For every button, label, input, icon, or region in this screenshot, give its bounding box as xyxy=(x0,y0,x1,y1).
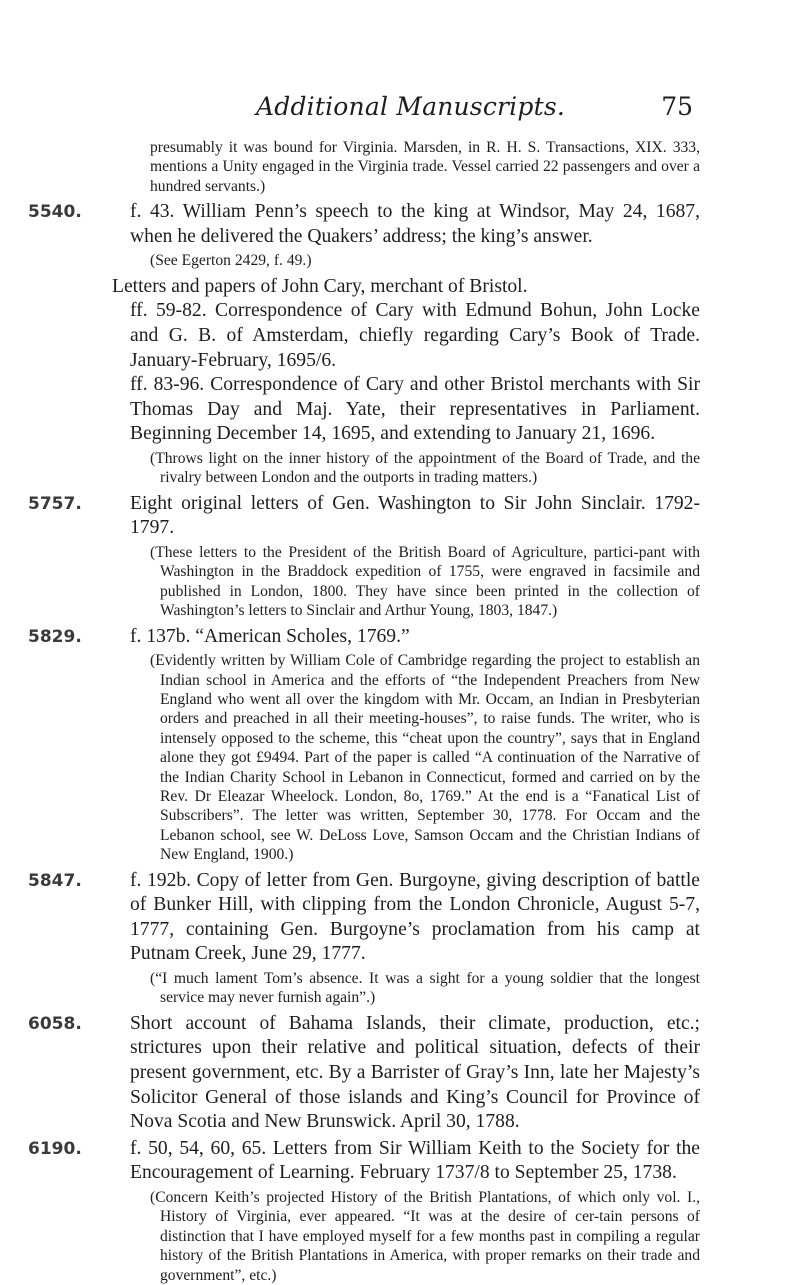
entry-text: f. 43. William Penn’s speech to the king at Windsor, May 24, 1687, when he delivered the Quakers’ address; the king’s answer. xyxy=(130,201,700,247)
catalog-entry xyxy=(28,625,700,650)
entry-text: Eight original letters of Gen. Washington to Sir John Sinclair. 1792-1797. xyxy=(130,492,700,539)
catalog-entry xyxy=(28,1012,700,1135)
page-body xyxy=(0,138,800,1285)
entry-text: f. 137b. “American Scholes, 1769.” xyxy=(130,625,410,647)
catalog-entry xyxy=(28,1137,700,1186)
entry-number: 5540. xyxy=(28,202,82,223)
entry-text: ff. 83-96. Correspondence of Cary and other Bristol merchants with Sir Thomas Day and Maj. Yate, their representatives in Parliament. Beginning December 14, 1695, and extending to January 21, 1696. xyxy=(130,374,700,445)
entry-number: 5757. xyxy=(28,493,82,514)
catalog-entry xyxy=(130,373,700,447)
entry-number: 6058. xyxy=(28,1013,82,1034)
catalog-entry xyxy=(28,200,700,249)
note-paragraph: (Throws light on the inner history of the appointment of the Board of Trade, and the rivalry between London and the outports in trading matters.) xyxy=(150,449,700,487)
entry-text: ff. 59-82. Correspondence of Cary with Edmund Bohun, John Locke and G. B. of Amsterdam, chiefly regarding Cary’s Book of Trade. January-February, 1695/6. xyxy=(130,300,700,371)
page-number: 75 xyxy=(661,92,693,121)
note-paragraph: (These letters to the President of the British Board of Agriculture, partici-pant with Washington in the Braddock expedition of 1755, were engraved in facsimile and published in London, 1800. They have since been printed in the collection of Washington’s letters to Sinclair and Arthur Young, 1803, 1847.) xyxy=(150,543,700,620)
note-paragraph: (Evidently written by William Cole of Cambridge regarding the project to establish an Indian school in America and the efforts of “the Independent Preachers from New England who went all over the kingdom with Mr. Occam, an Indian in Presbyterian orders and preached in all their meeting-houses”, to raise funds. The writer, who is intensely opposed to the scheme, this “cheat upon the country”, says that in England alone they got £9494. Part of the paper is called “A continuation of the Narrative of the Indian Charity School in Lebanon in Connecticut, formed and carried on by the Rev. Dr Eleazar Wheelock. London, 8o, 1769.” At the end is a “Fanatical List of Subscribers”. The letter was written, September 30, 1778. For Occam and the Lebanon school, see W. DeLoss Love, Samson Occam and the Christian Indians of New England, 1900.) xyxy=(150,652,700,864)
catalog-entry xyxy=(130,299,700,373)
entry-number: 5829. xyxy=(28,626,82,647)
entry-text: f. 50, 54, 60, 65. Letters from Sir William Keith to the Society for the Encouragement of Learning. February 1737/8 to September 25, 1738. xyxy=(130,1137,700,1184)
entry-number: 5847. xyxy=(28,870,82,891)
note-paragraph: (See Egerton 2429, f. 49.) xyxy=(150,252,312,270)
page-header xyxy=(0,92,800,122)
note-paragraph: (Concern Keith’s projected History of the British Plantations, of which only vol. I., History of Virginia, ever appeared. “It was at the desire of cer-tain persons of distinction that I have employed myself for a few months past in compiling a regular history of the British Plantations in America, with proper remarks on their trade and government”, etc.) xyxy=(150,1189,700,1284)
section-heading: Letters and papers of John Cary, merchant of Bristol. xyxy=(112,275,528,297)
note-paragraph: (“I much lament Tom’s absence. It was a sight for a young soldier that the longest service may never furnish again”.) xyxy=(150,970,700,1007)
entry-text: f. 192b. Copy of letter from Gen. Burgoyne, giving description of battle of Bunker Hill, with clipping from the London Chronicle, August 5-7, 1777, containing Gen. Burgoyne’s proclamation from his camp at Putnam Creek, June 29, 1777. xyxy=(130,869,700,965)
note-paragraph: presumably it was bound for Virginia. Marsden, in R. H. S. Transactions, XIX. 333, mentions a Unity engaged in the Virginia trade. Vessel carried 22 passengers and over a hundred servants.) xyxy=(150,139,700,195)
catalog-entry xyxy=(28,869,700,967)
running-title: Additional Manuscripts. xyxy=(256,92,566,121)
catalog-entry xyxy=(28,492,700,541)
entry-number: 6190. xyxy=(28,1138,82,1159)
entry-text: Short account of Bahama Islands, their climate, production, etc.; strictures upon their relative and political situation, defects of their present government, etc. By a Barrister of Gray’s Inn, late her Majesty’s Solicitor General of those islands and King’s Council for Province of Nova Scotia and New Brunswick. April 30, 1788. xyxy=(130,1012,700,1133)
